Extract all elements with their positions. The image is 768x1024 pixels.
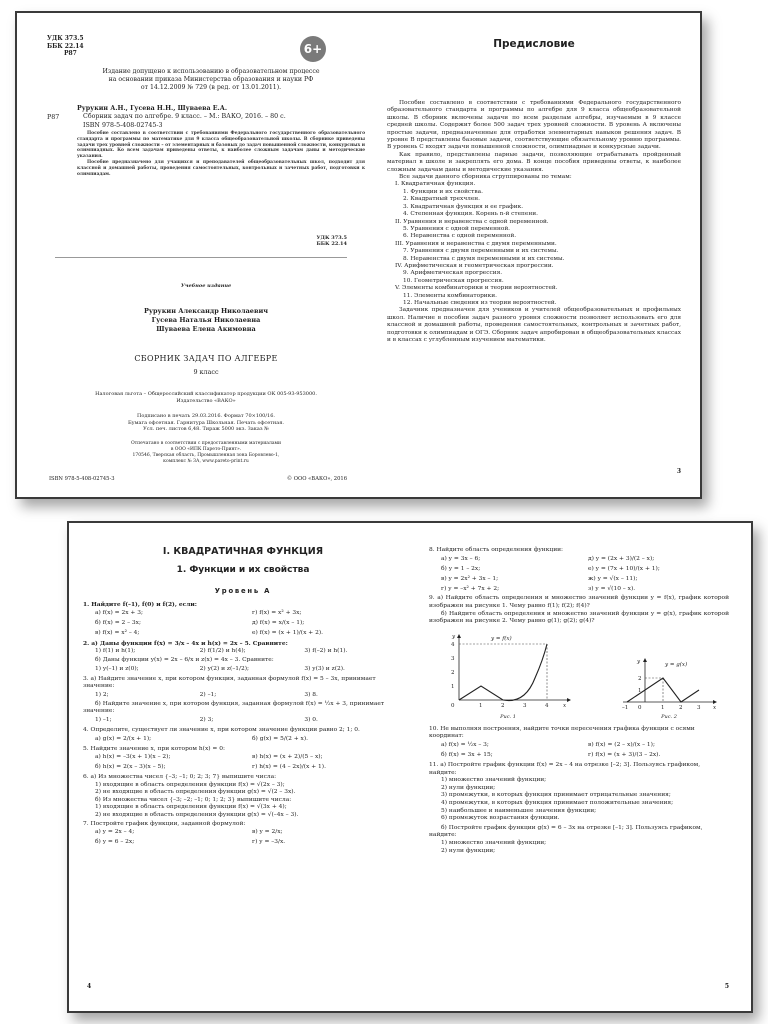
task-question: б) Найдите область определения и множество значений функции y = g(x), график которой изображен на рисунке 2. Чему равно g(1); g(2); g(4)? — [429, 610, 729, 625]
task-option: а) y = 3x – 6; — [441, 555, 481, 562]
svg-text:y: y — [637, 659, 641, 666]
topic-item: IV. Арифметическая и геометрическая прогрессии. — [395, 262, 554, 269]
svg-text:4: 4 — [451, 642, 455, 649]
author-mark: Р87 — [47, 114, 60, 121]
svg-text:y = f(x): y = f(x) — [491, 636, 512, 643]
svg-text:x: x — [563, 703, 567, 710]
task-option: б) y = 6 – 2x; — [95, 839, 135, 846]
topic-item: III. Уравнения и неравенства с двумя переменными. — [395, 240, 557, 247]
figure-1 — [443, 632, 573, 722]
task-option: б) h(x) = 2(x – 3)(x – 5); — [95, 764, 166, 771]
author-name: Рурукин Александр Николаевич — [143, 307, 269, 315]
book-spread-pages-2-3 — [15, 11, 702, 499]
task-option: в) f(x) = x² – 4; — [95, 629, 140, 636]
svg-text:4: 4 — [545, 703, 549, 710]
abstract — [77, 131, 365, 177]
task-question: 9. а) Найдите область определения и множество значений функции y = f(x), график которой изображен на рисунке 1. Чему равно f(1); f(2); f(4)? — [429, 595, 729, 610]
task-11 — [429, 762, 729, 855]
section-title: 1. Функции и их свойства — [176, 565, 310, 575]
task-option: е) f(x) = (x + 1)/(x + 2). — [252, 629, 323, 636]
task-option: г) f(x) = x² + 3x; — [252, 609, 302, 616]
task-question: 10. Не выполняя построения, найдите точки пересечения графика функции с осями координат: — [429, 725, 695, 740]
graph-g-of-x — [619, 656, 719, 714]
isbn-line: ISBN 978-5-408-02745-3 — [83, 122, 163, 129]
udk-code: УДК 373.5 — [47, 35, 84, 42]
task-option: 1) –1; — [95, 717, 112, 724]
topic-item: 1. Функции и их свойства. — [403, 188, 483, 195]
book-title: СБОРНИК ЗАДАЧ ПО АЛГЕБРЕ — [134, 354, 278, 363]
svg-text:0: 0 — [638, 705, 642, 712]
task-option: 2) f(1/2) и h(4); — [199, 648, 246, 655]
print-line: Усл. печ. листов 6,48. Тираж 5000 экз. Заказ № — [143, 426, 269, 433]
approval-line: Издание допущено к использованию в образовательном процессе — [102, 68, 320, 75]
approval-note — [57, 68, 365, 91]
topic-item: II. Уравнения и неравенства с одной переменной. — [395, 218, 549, 225]
task-option: 3) f(–2) и h(1). — [304, 648, 348, 655]
print-info — [47, 413, 365, 433]
footer-isbn: ISBN 978-5-408-02745-3 — [49, 476, 115, 482]
topic-item: 7. Уравнения с двумя переменными и их системы. — [403, 248, 559, 255]
tax-note — [47, 391, 365, 404]
difficulty-level: Уровень А — [214, 587, 272, 595]
task-2 — [83, 640, 403, 675]
task-question: 1. Найдите f(–1), f(0) и f(2), если: — [83, 601, 197, 608]
svg-text:2: 2 — [501, 703, 505, 710]
task-item: 1) множество значений функции; — [441, 777, 547, 784]
svg-text:1: 1 — [638, 688, 642, 695]
topic-item: 9. Арифметическая прогрессия. — [403, 270, 503, 277]
task-question: 11. а) Постройте график функции f(x) = 2x – 4 на отрезке [–2; 3]. Пользуясь графиком, найдите: — [429, 761, 701, 776]
svg-text:2: 2 — [638, 676, 642, 683]
svg-text:1: 1 — [661, 705, 665, 712]
task-option: е) y = (7x + 10)/(x + 1); — [588, 565, 660, 572]
topic-item: 4. Степенная функция. Корень n-й степени. — [403, 211, 538, 218]
task-item: 4) промежутки, в которых функция принимает положительные значения; — [441, 799, 674, 806]
task-question: б) Найдите значение x, при котором функция, заданная формулой f(x) = ½x + 3, принимает значение: — [83, 700, 385, 715]
task-option: 3) 8. — [304, 692, 318, 698]
figure-caption: Рис. 2 — [661, 714, 677, 721]
topic-item: 8. Неравенства с двумя переменными и их системы. — [403, 255, 565, 262]
book-spread-pages-4-5 — [67, 521, 753, 1013]
svg-text:1: 1 — [479, 703, 483, 710]
svg-text:0: 0 — [451, 703, 455, 710]
task-question: 2. а) Даны функции f(x) = 3/x – 4x и h(x) = 2x – 5. Сравните: — [83, 639, 288, 647]
footer-copyright: © ООО «ВАКО», 2016 — [286, 476, 347, 482]
svg-text:x: x — [713, 705, 717, 712]
topic-item: 2. Квадратный трехчлен. — [403, 196, 480, 203]
task-question: 3. а) Найдите значение x, при котором функция, заданная формулой f(x) = 5 – 3x, принимает значение: — [83, 675, 376, 690]
task-item: 2) не входящие в область определения функции g(x) = √(–4x – 3). — [95, 812, 299, 818]
preface-page — [387, 13, 681, 497]
bbk-code: ББК 22.14 — [47, 42, 84, 50]
page-5 — [429, 523, 729, 1011]
authors-line: Рурукин А.Н., Гусева Н.Н., Шуваева Е.А. — [77, 105, 228, 112]
topic-item: 5. Уравнения с одной переменной. — [403, 225, 511, 232]
preface-title: Предисловие — [493, 38, 575, 50]
bibliographic-record — [47, 105, 365, 177]
task-1 — [83, 601, 403, 639]
printer-info — [47, 441, 365, 465]
task-option: б) f(x) = 3x + 15; — [441, 752, 493, 759]
task-option: д) y = (2x + 3)/(2 – x); — [588, 555, 655, 562]
task-item: 6) промежуток возрастания функции. — [441, 815, 560, 822]
task-3 — [83, 676, 403, 726]
task-option: 1) y(–1) и z(0); — [95, 665, 139, 672]
task-4 — [83, 727, 403, 745]
task-item: 5) наибольшее и наименьшее значения функции; — [441, 807, 597, 814]
abstract-paragraph: Пособие предназначено для учащихся и преподавателей общеобразовательных школ, подходит для классной и домашней работы, проведения самостоятельных, контрольных и зачетных работ, подготовки к олимпиадам. — [77, 159, 365, 177]
task-option: 1) f(1) и h(1); — [95, 648, 136, 655]
preface-paragraph: Задачник предназначен для учеников и учителей общеобразовательных и профильных школ. Наличие в пособии задач разного уровня сложности позволяет использовать его для классной и домашней работы, проведения самостоятельных, контрольных и зачетных работ, подготовки к олимпиадам и ОГЭ. Сборник задач апробирован в общеобразовательных классах и в классах с углубленным изучением математики. — [387, 307, 681, 343]
preface-paragraph: Как правило, представлены парные задачи, позволяющие отрабатывать пройденный материал в школе и закреплять его дома. В конце пособия приведены ответы, к наиболее сложным задачам даны и методические указания. — [387, 151, 681, 173]
task-option: 3) 0. — [304, 717, 318, 724]
page-number: 3 — [676, 468, 681, 475]
task-option: 2) y(2) и z(–1/2); — [199, 665, 250, 672]
task-7 — [83, 821, 403, 849]
task-option: 1) 2; — [95, 692, 109, 698]
task-option: г) y = –x² + 7x + 2; — [441, 585, 500, 592]
task-option: а) g(x) = 2/(x + 1); — [95, 735, 152, 742]
task-option: в) f(x) = (2 – x)/(x – 1); — [588, 742, 655, 749]
preface-paragraph: Пособие составлено в соответствии с требованиями Федерального государственного образовательного стандарта и программы по алгебре для 9 класса общеобразовательной школы. В сборник включены задачи по всем разделам алгебры, изучаемым в 9 классе средней школы. Содержит более 500 задач трех уровней сложности. В уровень А включены простые задачи, предназначенные для отработки элементарных навыков решения задач. В уровне В представлены базовые задачи, соответствующие обязательному уровню программы. В уровень С входят задачи повышенной сложности, олимпиадные и конкурсные задачи. — [387, 100, 681, 151]
topic-item: 6. Неравенства с одной переменной. — [403, 233, 517, 240]
svg-text:3: 3 — [451, 656, 455, 663]
classification-codes-bottom — [317, 235, 348, 247]
task-option: в) h(x) = (x + 2)/(5 – x); — [252, 754, 323, 761]
printer-line: 170546, Тверская область, Промышленная зона Боровлево-1, — [132, 453, 280, 458]
task-option: ж) y = √(x – 11); — [588, 575, 638, 582]
svg-text:–1: –1 — [622, 705, 629, 712]
svg-text:2: 2 — [679, 705, 683, 712]
task-option: г) f(x) = (x + 3)/(3 – 2x). — [588, 752, 661, 759]
figure-2 — [619, 656, 719, 722]
classification-codes — [47, 35, 84, 58]
author-mark: Р87 — [64, 50, 77, 58]
page-number: 4 — [87, 983, 92, 990]
age-rating-badge: 6+ — [300, 36, 326, 62]
task-5 — [83, 746, 403, 774]
topic-item: 12. Начальные сведения из теории вероятностей. — [403, 299, 557, 306]
authors-full — [47, 307, 365, 334]
task-option: г) h(x) = (4 – 2x)/(x + 1). — [252, 764, 326, 771]
topic-item: 3. Квадратичная функция и ее график. — [403, 203, 524, 210]
task-question: б) Даны функции y(x) = 2x – 6/x и z(x) = 4x – 3. Сравните: — [95, 657, 274, 664]
edition-type: Учебное издание — [180, 283, 232, 289]
bbk-code: ББК 22.14 — [316, 241, 347, 247]
task-option: в) y = 2/x; — [252, 829, 283, 836]
task-item: 2) не входящие в область определения функции g(x) = √(2 – 3x). — [95, 789, 296, 796]
task-option: 2) –1; — [199, 692, 217, 698]
task-option: д) f(x) = x/(x – 1); — [252, 619, 305, 626]
task-item: 3) промежутки, в которых функция принимает отрицательные значения; — [441, 792, 671, 799]
topic-item: I. Квадратичная функция. — [395, 181, 476, 188]
svg-text:y: y — [452, 634, 456, 641]
preface-body — [387, 100, 681, 344]
svg-text:3: 3 — [697, 705, 701, 712]
task-option: в) y = 2x² + 3x – 1; — [441, 575, 499, 582]
task-list — [429, 547, 729, 856]
svg-text:y = g(x): y = g(x) — [665, 662, 688, 669]
svg-text:2: 2 — [451, 670, 455, 677]
svg-text:1: 1 — [451, 684, 455, 691]
task-option: б) y = 1 – 2x; — [441, 565, 481, 572]
printer-line: Отпечатано в соответствии с предоставленными материалами — [130, 441, 282, 446]
figures — [443, 630, 719, 722]
task-question: б) Из множества чисел {–3; –2; –1; 0; 1; 2; 3} выпишите числа: — [95, 796, 292, 803]
task-item: 1) входящие в область определения функции f(x) = √(3x + 4); — [95, 804, 287, 811]
grade-label: 9 класс — [193, 368, 219, 376]
tax-line: Издательство «ВАКО» — [176, 397, 236, 404]
task-8 — [429, 547, 729, 594]
svg-text:3: 3 — [523, 703, 527, 710]
topic-item: V. Элементы комбинаторики и теории вероятностей. — [395, 285, 558, 292]
tax-line: Налоговая льгота – Общероссийский классификатор продукции ОК 005-93-953000. — [95, 391, 317, 397]
task-question: б) Постройте график функции g(x) = 6 – 3x на отрезке [–1; 3]. Пользуясь графиком, найдите: — [429, 824, 703, 839]
preface-paragraph: Все задачи данного сборника сгруппированы по темам: — [399, 174, 572, 181]
print-line: Бумага офсетная. Гарнитура Школьная. Печать офсетная. — [128, 419, 284, 426]
approval-line: от 14.12.2009 № 729 (в ред. от 13.01.2011). — [140, 83, 282, 91]
title-line: Сборник задач по алгебре. 9 класс. – М.: ВАКО, 2016. – 80 с. — [83, 113, 286, 120]
task-item: 1) входящие в область определения функции f(x) = √(2x – 3); — [95, 781, 285, 788]
divider — [55, 257, 347, 258]
task-option: а) f(x) = ½x – 3; — [441, 742, 489, 749]
task-item: 2) нули функции; — [441, 847, 496, 854]
figure-caption: Рис. 1 — [500, 714, 516, 721]
task-option: 2) 3; — [199, 717, 214, 724]
task-list — [83, 601, 403, 849]
graph-f-of-x — [443, 632, 573, 714]
task-option: а) h(x) = –3(x + 1)(x – 2); — [95, 754, 171, 761]
abstract-paragraph: Пособие составлено в соответствии с требованиями Федерального государственного образовательного стандарта и программы по математике для 9 класса общеобразовательной школы. В сборнике приведены задачи трех уровней сложности – от элементарных и базовых до задач повышенной сложности, конкурсных и олимпиадных. Ко всем задачам приведены ответы, к наиболее сложным задачам даны и методические указания. — [77, 131, 365, 160]
task-question: 8. Найдите область определения функции: — [429, 547, 564, 553]
task-6 — [83, 774, 403, 820]
task-option: 3) y(3) и z(2). — [304, 665, 345, 672]
topic-item: 10. Геометрическая прогрессия. — [403, 277, 504, 284]
task-question: 6. а) Из множества чисел {–3; –1; 0; 2; 3; 7} выпишите числа: — [83, 774, 277, 781]
print-line: Подписано в печать 29.03.2016. Формат 70×100/16. — [136, 413, 275, 419]
printer-line: комплекс № 3А, www.pareto-print.ru — [163, 459, 249, 464]
task-10 — [429, 726, 729, 761]
topic-item: 11. Элементы комбинаторики. — [403, 292, 497, 299]
task-option: б) f(x) = 2 – 3x; — [95, 619, 141, 626]
task-question: 5. Найдите значение x, при котором h(x) = 0: — [83, 745, 225, 752]
task-option: а) y = 2x – 4; — [95, 829, 135, 836]
task-item: 1) множество значений функции; — [441, 839, 547, 846]
task-option: г) y = –3/x. — [252, 839, 286, 846]
task-option: б) g(x) = 5/(2 + x). — [252, 735, 309, 742]
approval-line: на основании приказа Министерства образования и науки РФ — [108, 75, 314, 83]
task-9 — [429, 595, 729, 625]
task-item: 2) нули функции; — [441, 784, 496, 791]
author-name: Гусева Наталья Николаевна — [151, 316, 261, 324]
udk-code: УДК 373.5 — [316, 235, 347, 241]
task-option: з) y = √(10 – x). — [588, 585, 636, 592]
printer-line: в ООО «ИПК Парето-Принт». — [170, 447, 242, 452]
topics-list — [387, 181, 681, 307]
task-question: 4. Определите, существует ли значение x, при котором значение функции равно 2; 1; 0. — [83, 726, 360, 733]
page-number: 5 — [724, 983, 729, 990]
imprint-page — [47, 13, 365, 497]
page-4 — [83, 523, 403, 1011]
task-question: 7. Постройте график функции, заданной формулой: — [83, 820, 246, 827]
author-name: Шуваева Елена Акимовна — [156, 325, 256, 333]
chapter-title: I. КВАДРАТИЧНАЯ ФУНКЦИЯ — [162, 546, 324, 557]
task-option: а) f(x) = 2x + 3; — [95, 609, 143, 616]
